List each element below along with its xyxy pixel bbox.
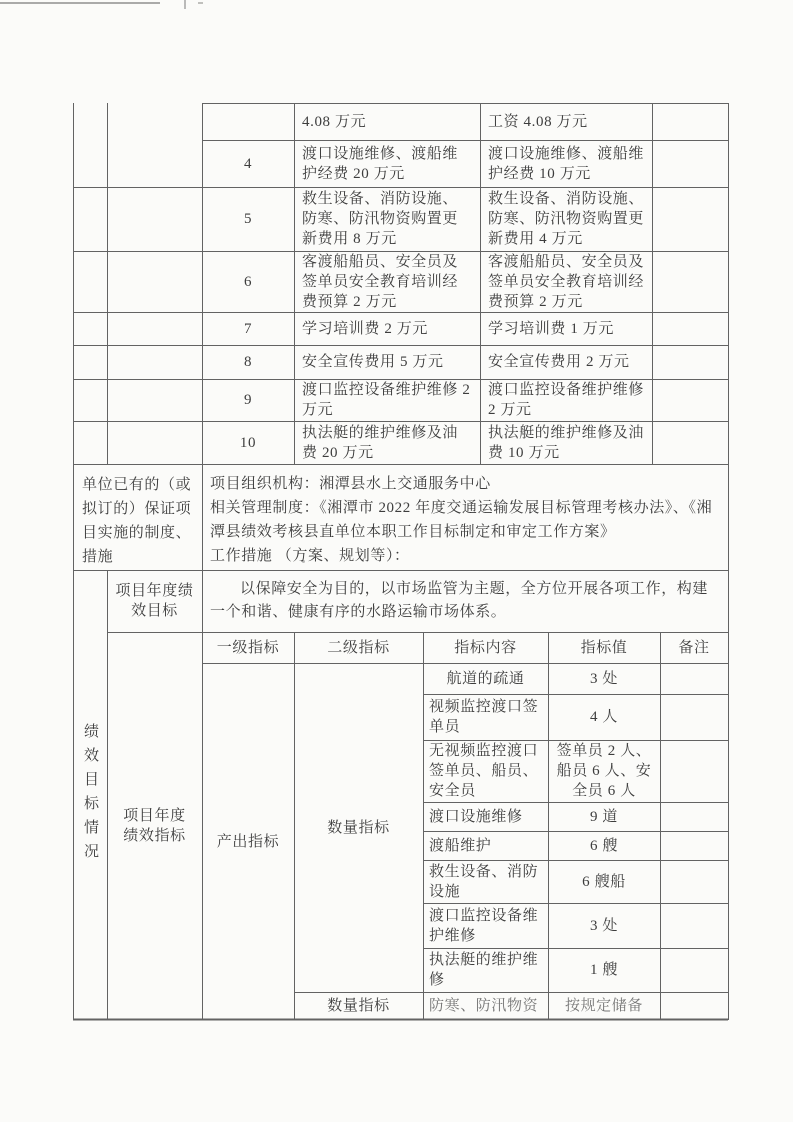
- budget-row-9-estimate: 渡口监控设备维护维修 2 万元: [302, 382, 471, 418]
- budget-row-4-estimate: 渡口设施维修、渡船维护经费 20 万元: [302, 145, 459, 182]
- budget-row-7-actual: 学习培训费 1 万元: [488, 320, 615, 337]
- budget-row-4-number: 4: [243, 155, 253, 172]
- header-level1-indicator: 一级指标: [216, 639, 280, 656]
- budget-row-8-actual: 安全宣传费用 2 万元: [488, 354, 630, 370]
- budget-row-8-number: 8: [243, 354, 253, 370]
- budget-row-10-estimate: 执法艇的维护维修及油费 20 万元: [302, 424, 459, 461]
- indicator-row-value: 4 人: [589, 709, 619, 725]
- indicator-row-value: 6 艘: [589, 837, 619, 854]
- header-indicator-content: 指标内容: [454, 639, 517, 656]
- indicator-row-content: 渡口设施维修: [429, 808, 523, 825]
- performance-side-label: [73, 570, 107, 1020]
- institutions-label: 单位已有的（或拟订的）保证项目实施的制度、措施: [82, 477, 192, 565]
- budget-row-9-actual: 渡口监控设备维护维修 2 万元: [488, 382, 645, 418]
- budget-row-4-actual: 渡口设施维修、渡船维护经费 10 万元: [488, 145, 645, 182]
- indicator-row-content: 渡船维护: [429, 837, 492, 854]
- annual-goal-label: 项目年度绩效目标: [115, 583, 194, 619]
- budget-row-10-actual: 执法艇的维护维修及油费 10 万元: [488, 424, 645, 461]
- indicator-row-content: 渡口监控设备维护维修: [429, 907, 539, 944]
- indicator-row-content: 无视频监控渡口签单员、船员、安全员: [429, 743, 539, 799]
- indicator-row-content: 航道的疏通: [446, 670, 525, 687]
- annual-indicator-label: [107, 632, 202, 1020]
- indicator-row-content: 执法艇的维护维修: [429, 952, 539, 988]
- budget-row-5-actual: 救生设备、消防设施、防寒、防汛物资购置更新费用 4 万元: [488, 191, 645, 247]
- indicator-row-value: 1 艘: [589, 962, 619, 978]
- budget-row-6-actual: 客渡船船员、安全员及签单员安全教育培训经费预算 2 万元: [488, 253, 645, 310]
- budget-row-5-number: 5: [243, 211, 253, 227]
- level2-quantity-indicator-1: 数量指标: [327, 819, 390, 836]
- indicator-row-value: 9 道: [589, 808, 619, 825]
- institutions-line-organization: 项目组织机构：湘潭县水上交通服务中心: [210, 476, 491, 492]
- institutions-line-regulations: 相关管理制度：《湘潭市 2022 年度交通运输发展目标管理考核办法》、《湘潭县绩效考核县直单位本职工作目标制定和审定工作方案》: [210, 500, 713, 540]
- performance-side-label-text: 绩效目标情况: [82, 723, 98, 867]
- header-note: 备注: [678, 639, 710, 656]
- budget-row-9-number: 9: [243, 392, 253, 408]
- institutions-content: [202, 464, 728, 570]
- budget-row-0-estimate: 4.08 万元: [302, 113, 367, 130]
- indicator-row-value: 签单员 2 人、船员 6 人、安全员 6 人: [556, 743, 652, 799]
- level1-output-indicator-text: 产出指标: [216, 833, 280, 850]
- budget-row-8-estimate: 安全宣传费用 5 万元: [302, 354, 444, 370]
- budget-row-5-estimate: 救生设备、消防设施、防寒、防汛物资购置更新费用 8 万元: [302, 191, 459, 247]
- budget-row-6-number: 6: [243, 273, 253, 290]
- header-indicator-value: 指标值: [580, 639, 628, 656]
- institutions-line-measures: 工作措施 （方案、规划等）：: [210, 548, 410, 564]
- indicator-row-content: 救生设备、消防设施: [429, 863, 539, 900]
- annual-goal-text: [202, 570, 728, 632]
- header-level2-indicator: 二级指标: [327, 639, 390, 656]
- budget-row-0-actual: 工资 4.08 万元: [488, 113, 588, 130]
- budget-row-10-number: 10: [239, 434, 257, 451]
- annual-indicator-label-text: 项目年度绩效指标: [123, 808, 186, 844]
- budget-row-6-estimate: 客渡船船员、安全员及签单员安全教育培训经费预算 2 万元: [302, 253, 459, 310]
- indicator-row-value: 按规定储备: [564, 998, 643, 1014]
- budget-row-7-number: 7: [243, 320, 253, 337]
- indicator-row-value: 6 艘船: [582, 873, 626, 890]
- level1-output-indicator: [202, 663, 294, 1020]
- budget-row-7-estimate: 学习培训费 2 万元: [302, 320, 429, 337]
- annual-goal-paragraph: 以保障安全为目的，以市场监管为主题，全方位开展各项工作，构建一个和谐、健康有序的水路运输市场体系。: [210, 581, 709, 620]
- indicator-row-content: 防寒、防汛物资: [429, 998, 539, 1014]
- indicator-row-value: 3 处: [589, 917, 619, 934]
- indicator-row-content: 视频监控渡口签单员: [429, 699, 539, 735]
- indicator-row-value: 3 处: [589, 670, 619, 687]
- level2-quantity-indicator-2: 数量指标: [327, 998, 390, 1014]
